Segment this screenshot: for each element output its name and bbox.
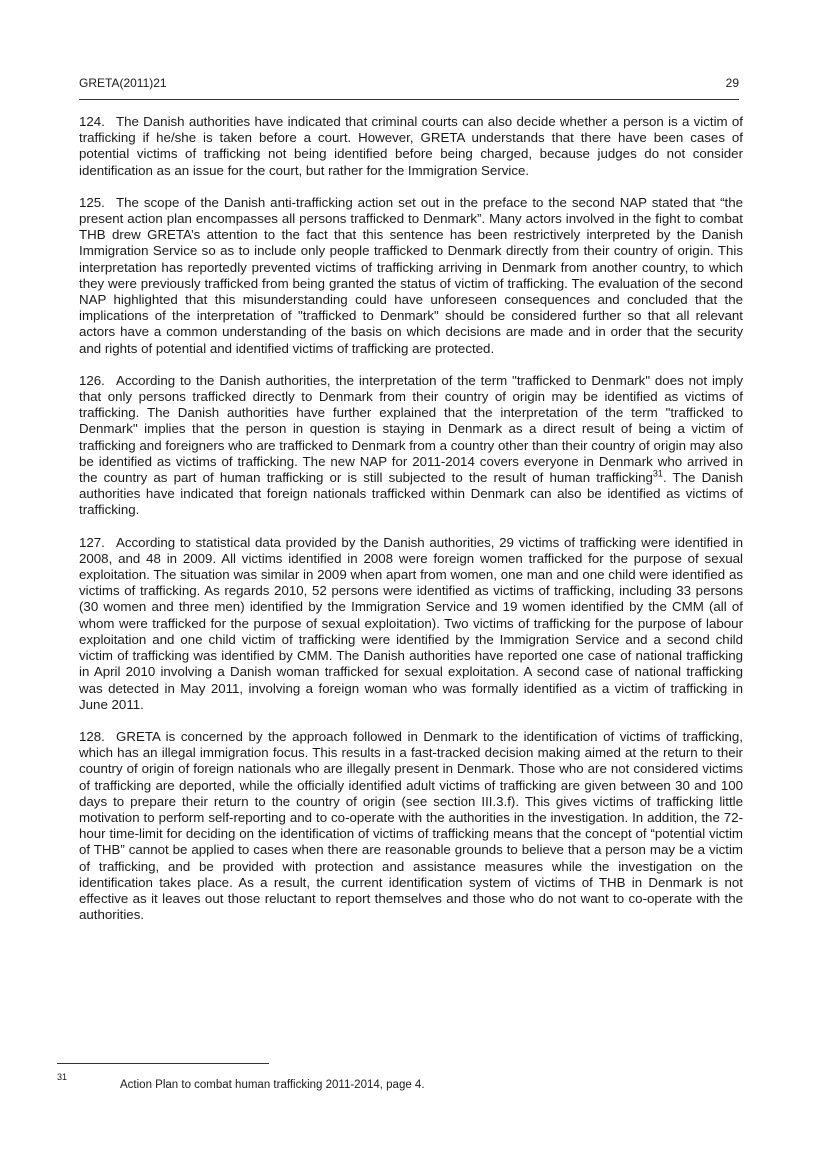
paragraph-number: 127. xyxy=(79,534,105,550)
footnote-text: Action Plan to combat human trafficking 2011-2014, page 4. xyxy=(120,1079,425,1091)
paragraph-number: 126. xyxy=(79,372,105,388)
paragraph-number: 124. xyxy=(79,114,105,129)
paragraph-124 xyxy=(79,114,743,179)
paragraph-text: According to statistical data provided by the Danish authorities, 29 victims of trafficking were identified in 2008, and 48 in 2009. All victims identified in 2008 were foreign women trafficked for the purpose of sexual exploitation. The situation was similar in 2009 when apart from women, one man and one child were identified as victims of trafficking. As regards 2010, 52 persons were identified as victims of trafficking, including 33 persons (30 women and three men) identified by the Immigration Service and 19 women identified by the CMM (all of whom were trafficked for the purpose of sexual exploitation). Two victims of trafficking for the purpose of labour exploitation and one child victim of trafficking were identified by the Immigration Service and a second child victim of trafficking was identified by CMM. The Danish authorities have reported one case of national trafficking in April 2010 involving a Danish woman trafficked for sexual exploitation. A second case of national trafficking was detected in May 2011, involving a foreign woman who was formally identified as a victim of trafficking in June 2011. xyxy=(79,534,743,712)
footnote-number: 31 xyxy=(57,1072,68,1082)
paragraph-number: 128. xyxy=(79,728,105,744)
paragraph-text: GRETA is concerned by the approach followed in Denmark to the identification of victims of trafficking, which has an illegal immigration focus. This results in a fast-tracked decision making aimed at the return to their country of origin of foreign nationals who are illegally present in Denmark. Those who are not considered victims of trafficking are deported, while the officially identified adult victims of trafficking are given between 30 and 100 days to prepare their return to the country of origin (see section III.3.f). This gives victims of trafficking little motivation to perform self-reporting and to co-operate with the authorities in the investigation. In addition, the 72-hour time-limit for deciding on the identification of victims of trafficking means that the concept of “potential victim of THB” cannot be applied to cases when there are reasonable grounds to believe that a person may be a victim of trafficking, and be provided with protection and assistance measures while the investigation on the identification takes place. As a result, the current identification system of victims of THB in Denmark is not effective as it leaves out those reluctant to report themselves and those who do not want to co-operate with the authorities. xyxy=(79,728,743,923)
document-reference: GRETA(2011)21 xyxy=(79,76,167,90)
paragraph-126 xyxy=(79,373,743,519)
paragraph-number: 125. xyxy=(79,194,105,210)
paragraph-text: The Danish authorities have indicated that criminal courts can also decide whether a person is a victim of trafficking if he/she is taken before a court. However, GRETA understands that there have been cases of potential victims of trafficking not being identified before being charged, because judges do not consider identification as an issue for the court, but rather for the Immigration Service. xyxy=(79,114,743,178)
paragraph-text: According to the Danish authorities, the interpretation of the term "trafficked to Denmark" does not imply that only persons trafficked directly to Denmark from their country of origin may be identified as victims of trafficking. The Danish authorities have further explained that the interpretation of the term "trafficked to Denmark" implies that the person in question is staying in Denmark as a direct result of being a victim of trafficking and foreigners who are trafficked to Denmark from a country other than their country of origin may also be identified as victims of trafficking. The new NAP for 2011-2014 covers everyone in Denmark who arrived in the country as part of human trafficking or is still subjected to the result of human trafficking xyxy=(79,372,743,486)
paragraph-127 xyxy=(79,535,743,713)
paragraph-text-continued: . The Danish authorities have indicated that foreign nationals trafficked within Denmark can also be identified as victims of trafficking. xyxy=(79,470,743,518)
header-divider xyxy=(79,99,739,100)
footnote-divider xyxy=(57,1063,269,1064)
paragraph-128 xyxy=(79,729,743,923)
paragraph-125 xyxy=(79,195,743,357)
paragraph-text: The scope of the Danish anti-trafficking action set out in the preface to the second NAP stated that “the present action plan encompasses all persons trafficked to Denmark”. Many actors involved in the fight to combat THB drew GRETA’s attention to the fact that this sentence has been restrictively interpreted by the Danish Immigration Service so as to include only people trafficked to Denmark directly from their country of origin. This interpretation has reportedly prevented victims of trafficking arriving in Denmark from another country, to which they were previously trafficked from being granted the status of victim of trafficking. The evaluation of the second NAP highlighted that this misunderstanding could have unforeseen consequences and concluded that the implications of the interpretation of "trafficked to Denmark" should be considered further so that all relevant actors have a common understanding of the basis on which decisions are made and in order that the security and rights of potential and identified victims of trafficking are protected. xyxy=(79,194,743,356)
footnote-reference[interactable]: 31 xyxy=(652,468,663,479)
page-number: 29 xyxy=(725,76,739,90)
body-text xyxy=(79,114,743,939)
page-header xyxy=(79,76,739,94)
